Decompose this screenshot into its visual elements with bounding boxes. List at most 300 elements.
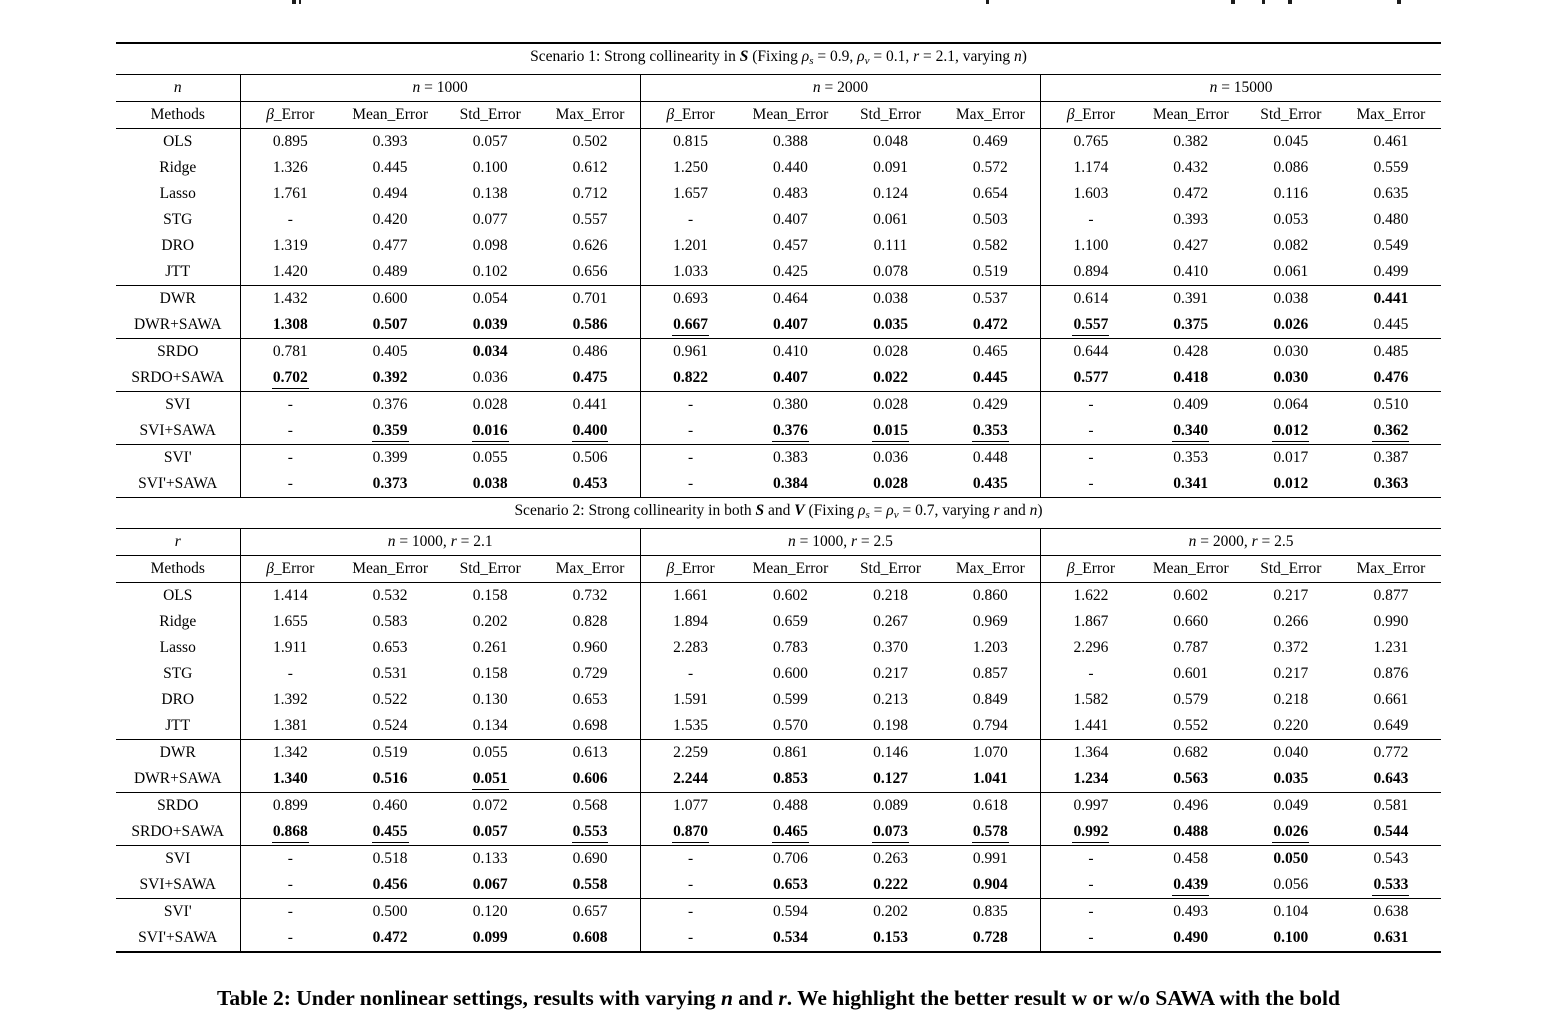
table-cell: 0.138 bbox=[472, 185, 508, 202]
table-cell: 1.622 bbox=[1041, 583, 1141, 610]
table-cell: 0.098 bbox=[472, 237, 508, 254]
method-label: JTT bbox=[165, 717, 191, 734]
group-header: n = 2000, r = 2.5 bbox=[1041, 529, 1441, 556]
column-header: β_Error bbox=[640, 556, 740, 583]
table-cell: 0.049 bbox=[1241, 793, 1341, 820]
table-cell: 0.502 bbox=[572, 133, 608, 150]
table-cell: - bbox=[1041, 207, 1141, 233]
table-cell: 0.036 bbox=[472, 369, 508, 386]
table-cell: 0.602 bbox=[772, 587, 808, 604]
table-cell: 0.134 bbox=[472, 717, 508, 734]
table-cell: 0.653 bbox=[572, 691, 608, 708]
table-cell: 2.244 bbox=[640, 766, 740, 793]
table-cell: 0.102 bbox=[472, 263, 508, 280]
scenario-title-row bbox=[116, 498, 1441, 529]
table-cell: 0.267 bbox=[873, 613, 908, 630]
table-cell: - bbox=[640, 418, 740, 445]
table-row bbox=[116, 471, 1441, 498]
table-cell: 0.057 bbox=[472, 823, 508, 840]
table-cell: 0.407 bbox=[772, 211, 808, 228]
table-cell: 0.608 bbox=[540, 925, 640, 952]
table-cell: 0.407 bbox=[772, 316, 808, 333]
table-cell: 0.028 bbox=[840, 339, 940, 366]
table-cell: 0.543 bbox=[1341, 846, 1441, 873]
table-row bbox=[116, 687, 1441, 713]
method-label: DRO bbox=[161, 691, 195, 708]
table-cell: 0.034 bbox=[440, 339, 540, 366]
table-cell: 0.158 bbox=[472, 587, 508, 604]
table-cell: 0.899 bbox=[240, 793, 340, 820]
method-label: SVI bbox=[116, 392, 240, 419]
table-cell: 0.220 bbox=[1273, 717, 1309, 734]
table-row bbox=[116, 339, 1441, 366]
table-cell: 0.563 bbox=[1173, 770, 1209, 787]
table-cell: 0.410 bbox=[740, 339, 840, 366]
table-cell: 0.012 bbox=[1273, 475, 1309, 492]
table-cell: 0.465 bbox=[941, 339, 1041, 366]
table-cell: - bbox=[240, 925, 340, 952]
column-header-row bbox=[116, 102, 1441, 129]
table-cell: 0.653 bbox=[772, 876, 808, 893]
table-cell: 0.028 bbox=[440, 392, 540, 419]
table-cell: 0.078 bbox=[873, 263, 908, 280]
table-cell: 0.373 bbox=[372, 475, 408, 492]
column-header: β_Error bbox=[240, 556, 340, 583]
table-cell: 0.410 bbox=[1173, 263, 1209, 280]
table-cell: 1.041 bbox=[972, 770, 1008, 787]
table-cell: 0.048 bbox=[873, 133, 908, 150]
table-cell: 0.860 bbox=[972, 587, 1008, 604]
table-cell: 0.870 bbox=[640, 819, 740, 846]
table-cell: 0.218 bbox=[873, 587, 908, 604]
table-cell: 0.050 bbox=[1241, 846, 1341, 873]
table-cell: 1.432 bbox=[240, 286, 340, 313]
method-label: DWR bbox=[116, 740, 240, 767]
table-cell: 0.036 bbox=[840, 445, 940, 472]
table-cell: - bbox=[240, 661, 340, 687]
table-cell: 0.469 bbox=[972, 133, 1008, 150]
table-cell: 0.472 bbox=[972, 316, 1008, 333]
table-row bbox=[116, 819, 1441, 846]
table-row bbox=[116, 392, 1441, 419]
table-cell: 0.028 bbox=[840, 392, 940, 419]
table-cell: 0.868 bbox=[240, 819, 340, 846]
table-cell: 0.030 bbox=[1273, 369, 1309, 386]
table-cell: 0.091 bbox=[873, 159, 908, 176]
table-cell: 0.222 bbox=[873, 876, 908, 893]
table-cell: 0.472 bbox=[1173, 185, 1209, 202]
table-cell: 0.057 bbox=[472, 133, 508, 150]
table-cell: 0.427 bbox=[1173, 237, 1209, 254]
table-cell: 0.572 bbox=[972, 159, 1008, 176]
table-cell: 1.250 bbox=[640, 155, 740, 181]
table-cell: 0.601 bbox=[1173, 665, 1209, 682]
method-label: Lasso bbox=[159, 639, 196, 656]
table-cell: 2.296 bbox=[1041, 635, 1141, 661]
table-cell: 0.702 bbox=[240, 365, 340, 392]
table-cell: 0.077 bbox=[472, 211, 508, 228]
table-cell: 0.612 bbox=[572, 159, 608, 176]
table-cell: - bbox=[1041, 925, 1141, 952]
table-cell: 0.030 bbox=[1241, 339, 1341, 366]
table-cell: 0.568 bbox=[540, 793, 640, 820]
table-cell: 0.992 bbox=[1041, 819, 1141, 846]
table-cell: 0.217 bbox=[873, 665, 908, 682]
column-header: Mean_Error bbox=[740, 102, 840, 129]
table-cell: 0.382 bbox=[1173, 133, 1209, 150]
text-fragment-mark bbox=[986, 0, 989, 4]
table-cell: 0.370 bbox=[873, 639, 908, 656]
column-header: Max_Error bbox=[540, 556, 640, 583]
table-cell: 1.535 bbox=[640, 713, 740, 740]
table-cell: 0.490 bbox=[1141, 925, 1241, 952]
table-cell: 0.420 bbox=[372, 211, 408, 228]
table-row bbox=[116, 365, 1441, 392]
table-cell: 0.635 bbox=[1373, 185, 1409, 202]
table-cell: - bbox=[640, 661, 740, 687]
table-cell: - bbox=[640, 846, 740, 873]
table-cell: 0.835 bbox=[941, 899, 1041, 926]
table-cell: 0.728 bbox=[941, 925, 1041, 952]
table-cell: 0.656 bbox=[572, 263, 608, 280]
table-cell: 0.202 bbox=[472, 613, 508, 630]
table-cell: - bbox=[240, 846, 340, 873]
table-cell: 0.015 bbox=[840, 418, 940, 445]
scenario-title-row bbox=[116, 43, 1441, 75]
table-cell: 0.153 bbox=[840, 925, 940, 952]
table-cell: 0.638 bbox=[1341, 899, 1441, 926]
table-cell: 0.522 bbox=[372, 691, 408, 708]
table-cell: 1.340 bbox=[240, 766, 340, 793]
methods-header: Methods bbox=[116, 556, 240, 583]
table-cell: 0.380 bbox=[740, 392, 840, 419]
table-cell: 0.055 bbox=[440, 740, 540, 767]
table-cell: 0.072 bbox=[440, 793, 540, 820]
table-cell: 0.016 bbox=[440, 418, 540, 445]
table-cell: 0.493 bbox=[1141, 899, 1241, 926]
table-cell: 0.861 bbox=[740, 740, 840, 767]
table-cell: 1.070 bbox=[941, 740, 1041, 767]
table-cell: 0.038 bbox=[472, 475, 508, 492]
table-cell: 0.506 bbox=[540, 445, 640, 472]
table-cell: 0.393 bbox=[1173, 211, 1209, 228]
method-label: Ridge bbox=[159, 613, 197, 630]
column-header: Std_Error bbox=[840, 556, 940, 583]
table-cell: 0.787 bbox=[1173, 639, 1209, 656]
table-cell: - bbox=[240, 207, 340, 233]
scenario-title: Scenario 2: Strong collinearity in both S and V (Fixing ρs = ρv = 0.7, varying r and n) bbox=[116, 498, 1441, 529]
table-caption: Table 2: Under nonlinear settings, results with varying n and r. We highlight the better result w or w/o SAWA with the bold bbox=[217, 986, 1340, 1010]
table-cell: 0.363 bbox=[1373, 475, 1409, 492]
table-cell: - bbox=[640, 872, 740, 899]
table-cell: 0.460 bbox=[340, 793, 440, 820]
scenario-title: Scenario 1: Strong collinearity in S (Fixing ρs = 0.9, ρv = 0.1, r = 2.1, varying n) bbox=[116, 43, 1441, 75]
method-label: SVI+SAWA bbox=[139, 422, 216, 439]
table-cell: 0.519 bbox=[340, 740, 440, 767]
table-cell: 0.510 bbox=[1341, 392, 1441, 419]
table-cell: 1.381 bbox=[240, 713, 340, 740]
table-cell: 0.055 bbox=[440, 445, 540, 472]
table-cell: 1.308 bbox=[240, 312, 340, 339]
method-label: DWR+SAWA bbox=[133, 770, 222, 787]
table-cell: 0.531 bbox=[372, 665, 408, 682]
table-cell: 0.599 bbox=[772, 691, 808, 708]
table-cell: 0.038 bbox=[1241, 286, 1341, 313]
table-cell: 0.600 bbox=[340, 286, 440, 313]
table-cell: - bbox=[640, 471, 740, 498]
table-cell: 1.033 bbox=[640, 259, 740, 286]
table-cell: 1.582 bbox=[1041, 687, 1141, 713]
group-header: n = 15000 bbox=[1041, 75, 1441, 102]
table-cell: 0.028 bbox=[873, 475, 908, 492]
table-cell: 0.649 bbox=[1373, 717, 1409, 734]
table-cell: 0.432 bbox=[1173, 159, 1209, 176]
table-cell: - bbox=[1041, 392, 1141, 419]
table-cell: - bbox=[640, 899, 740, 926]
table-cell: 0.022 bbox=[873, 369, 908, 386]
method-label: Lasso bbox=[159, 185, 196, 202]
table-cell: - bbox=[640, 925, 740, 952]
table-cell: 0.486 bbox=[540, 339, 640, 366]
table-cell: 0.682 bbox=[1141, 740, 1241, 767]
table-cell: 0.393 bbox=[372, 133, 408, 150]
table-cell: 0.894 bbox=[1041, 259, 1141, 286]
table-cell: 1.203 bbox=[972, 639, 1008, 656]
table-cell: 0.654 bbox=[972, 185, 1008, 202]
table-cell: 0.581 bbox=[1341, 793, 1441, 820]
table-cell: 0.038 bbox=[840, 286, 940, 313]
table-cell: 0.453 bbox=[572, 475, 608, 492]
table-cell: 0.026 bbox=[1241, 819, 1341, 846]
table-row bbox=[116, 418, 1441, 445]
table-cell: 0.100 bbox=[472, 159, 508, 176]
table-cell: 0.391 bbox=[1141, 286, 1241, 313]
table-cell: 0.480 bbox=[1373, 211, 1409, 228]
table-cell: 0.657 bbox=[540, 899, 640, 926]
method-label: SRDO+SAWA bbox=[131, 369, 225, 386]
table-cell: 0.405 bbox=[340, 339, 440, 366]
table-cell: - bbox=[640, 207, 740, 233]
row-variable-header: n bbox=[116, 75, 240, 102]
group-header: n = 1000 bbox=[240, 75, 640, 102]
method-label: OLS bbox=[163, 133, 193, 150]
table-cell: 2.259 bbox=[640, 740, 740, 767]
table-cell: - bbox=[1041, 418, 1141, 445]
table-cell: 0.659 bbox=[772, 613, 808, 630]
group-header-row bbox=[116, 529, 1441, 556]
table-cell: 0.496 bbox=[1141, 793, 1241, 820]
table-cell: - bbox=[240, 392, 340, 419]
column-header: Max_Error bbox=[1341, 556, 1441, 583]
text-fragment-mark bbox=[1231, 0, 1235, 4]
table-row bbox=[116, 129, 1441, 156]
table-cell: 0.392 bbox=[372, 369, 408, 386]
table-cell: 0.053 bbox=[1273, 211, 1309, 228]
table-cell: 0.698 bbox=[572, 717, 608, 734]
method-label: SVI'+SAWA bbox=[116, 925, 240, 952]
table-cell: 0.127 bbox=[873, 770, 908, 787]
table-cell: 1.657 bbox=[640, 181, 740, 207]
table-row bbox=[116, 445, 1441, 472]
table-cell: 0.557 bbox=[1041, 312, 1141, 339]
table-cell: 0.465 bbox=[740, 819, 840, 846]
table-cell: 0.613 bbox=[540, 740, 640, 767]
table-row bbox=[116, 609, 1441, 635]
table-cell: - bbox=[640, 392, 740, 419]
method-label: Ridge bbox=[159, 159, 197, 176]
table-cell: 0.064 bbox=[1241, 392, 1341, 419]
table-cell: 1.420 bbox=[240, 259, 340, 286]
table-cell: 0.849 bbox=[972, 691, 1008, 708]
table-cell: 0.359 bbox=[340, 418, 440, 445]
text-fragment-mark bbox=[292, 0, 296, 4]
table-cell: 1.077 bbox=[640, 793, 740, 820]
table-cell: - bbox=[240, 445, 340, 472]
table-cell: 0.822 bbox=[640, 365, 740, 392]
table-cell: 0.667 bbox=[640, 312, 740, 339]
table-cell: 0.266 bbox=[1273, 613, 1309, 630]
table-cell: 0.477 bbox=[372, 237, 408, 254]
table-cell: 0.997 bbox=[1041, 793, 1141, 820]
table-cell: 0.578 bbox=[941, 819, 1041, 846]
table-cell: 0.418 bbox=[1173, 369, 1209, 386]
table-cell: 1.174 bbox=[1041, 155, 1141, 181]
table-cell: 0.429 bbox=[941, 392, 1041, 419]
method-label: SVI bbox=[116, 846, 240, 873]
table-cell: 0.111 bbox=[873, 237, 908, 254]
table-cell: 1.414 bbox=[240, 583, 340, 610]
table-cell: 0.618 bbox=[941, 793, 1041, 820]
table-cell: 0.577 bbox=[1041, 365, 1141, 392]
table-cell: 0.600 bbox=[772, 665, 808, 682]
table-cell: 0.045 bbox=[1273, 133, 1309, 150]
table-cell: 0.644 bbox=[1041, 339, 1141, 366]
table-cell: 0.341 bbox=[1173, 475, 1209, 492]
table-cell: 0.503 bbox=[972, 211, 1008, 228]
table-cell: 1.342 bbox=[240, 740, 340, 767]
method-label: DWR+SAWA bbox=[133, 316, 222, 333]
method-label: STG bbox=[163, 211, 193, 228]
table-cell: 0.524 bbox=[372, 717, 408, 734]
table-cell: 0.853 bbox=[772, 770, 808, 787]
column-header-row bbox=[116, 556, 1441, 583]
table-cell: 0.218 bbox=[1273, 691, 1309, 708]
table-cell: 1.661 bbox=[640, 583, 740, 610]
table-cell: 0.035 bbox=[873, 316, 908, 333]
table-cell: 0.040 bbox=[1241, 740, 1341, 767]
table-cell: 1.655 bbox=[240, 609, 340, 635]
table-cell: 0.626 bbox=[572, 237, 608, 254]
column-header: Mean_Error bbox=[1141, 556, 1241, 583]
table-cell: 0.583 bbox=[372, 613, 408, 630]
table-cell: 0.570 bbox=[772, 717, 808, 734]
table-cell: - bbox=[1041, 471, 1141, 498]
methods-header: Methods bbox=[116, 102, 240, 129]
method-label: OLS bbox=[163, 587, 193, 604]
table-cell: 0.035 bbox=[1273, 770, 1309, 787]
table-cell: 0.857 bbox=[972, 665, 1008, 682]
table-cell: 0.969 bbox=[972, 613, 1008, 630]
method-label: DWR bbox=[116, 286, 240, 313]
method-label: SVI'+SAWA bbox=[138, 475, 218, 492]
table-row bbox=[116, 766, 1441, 793]
table-cell: 0.445 bbox=[1373, 316, 1409, 333]
table-cell: 0.960 bbox=[572, 639, 608, 656]
column-header: β_Error bbox=[1041, 556, 1141, 583]
group-header-row bbox=[116, 75, 1441, 102]
table-cell: 0.441 bbox=[1341, 286, 1441, 313]
table-cell: 0.407 bbox=[772, 369, 808, 386]
table-row bbox=[116, 872, 1441, 899]
column-header: Std_Error bbox=[440, 556, 540, 583]
table-cell: 0.606 bbox=[572, 770, 608, 787]
table-cell: 0.690 bbox=[540, 846, 640, 873]
group-header: n = 1000, r = 2.5 bbox=[640, 529, 1040, 556]
table-cell: 0.425 bbox=[772, 263, 808, 280]
table-cell: 0.104 bbox=[1241, 899, 1341, 926]
table-cell: 0.518 bbox=[340, 846, 440, 873]
table-cell: 2.283 bbox=[640, 635, 740, 661]
table-cell: 0.261 bbox=[472, 639, 508, 656]
table-cell: 0.631 bbox=[1341, 925, 1441, 952]
table-cell: 0.485 bbox=[1341, 339, 1441, 366]
table-cell: - bbox=[240, 418, 340, 445]
table-cell: 0.533 bbox=[1341, 872, 1441, 899]
text-fragment-mark bbox=[1262, 0, 1265, 4]
table-cell: 0.706 bbox=[740, 846, 840, 873]
table-cell: 0.732 bbox=[572, 587, 608, 604]
results-table bbox=[116, 42, 1441, 953]
table-cell: 0.039 bbox=[472, 316, 508, 333]
table-cell: - bbox=[240, 471, 340, 498]
method-label: SRDO bbox=[116, 793, 240, 820]
results-table-body bbox=[116, 43, 1441, 952]
table-row bbox=[116, 259, 1441, 286]
column-header: Mean_Error bbox=[340, 102, 440, 129]
table-cell: 0.544 bbox=[1373, 823, 1409, 840]
table-cell: 1.603 bbox=[1041, 181, 1141, 207]
table-cell: 0.017 bbox=[1241, 445, 1341, 472]
table-cell: - bbox=[640, 445, 740, 472]
table-cell: 1.201 bbox=[640, 233, 740, 259]
table-cell: 0.488 bbox=[1173, 823, 1209, 840]
table-row bbox=[116, 155, 1441, 181]
method-label: SRDO bbox=[116, 339, 240, 366]
table-cell: 0.445 bbox=[972, 369, 1008, 386]
table-row bbox=[116, 207, 1441, 233]
table-cell: 0.061 bbox=[1273, 263, 1309, 280]
table-cell: 0.586 bbox=[572, 316, 608, 333]
table-cell: 0.991 bbox=[941, 846, 1041, 873]
table-cell: 0.456 bbox=[372, 876, 408, 893]
table-cell: 0.534 bbox=[740, 925, 840, 952]
table-cell: 0.099 bbox=[440, 925, 540, 952]
table-cell: 0.488 bbox=[740, 793, 840, 820]
table-cell: 0.552 bbox=[1173, 717, 1209, 734]
table-cell: 0.961 bbox=[640, 339, 740, 366]
table-cell: 0.594 bbox=[740, 899, 840, 926]
table-cell: 0.198 bbox=[873, 717, 908, 734]
method-label: SRDO+SAWA bbox=[131, 823, 225, 840]
table-row bbox=[116, 899, 1441, 926]
table-cell: 0.537 bbox=[941, 286, 1041, 313]
table-cell: 0.455 bbox=[340, 819, 440, 846]
table-cell: 0.693 bbox=[640, 286, 740, 313]
column-header: β_Error bbox=[240, 102, 340, 129]
method-label: SVI' bbox=[116, 445, 240, 472]
method-label: SVI' bbox=[116, 899, 240, 926]
table-cell: 0.475 bbox=[572, 369, 608, 386]
